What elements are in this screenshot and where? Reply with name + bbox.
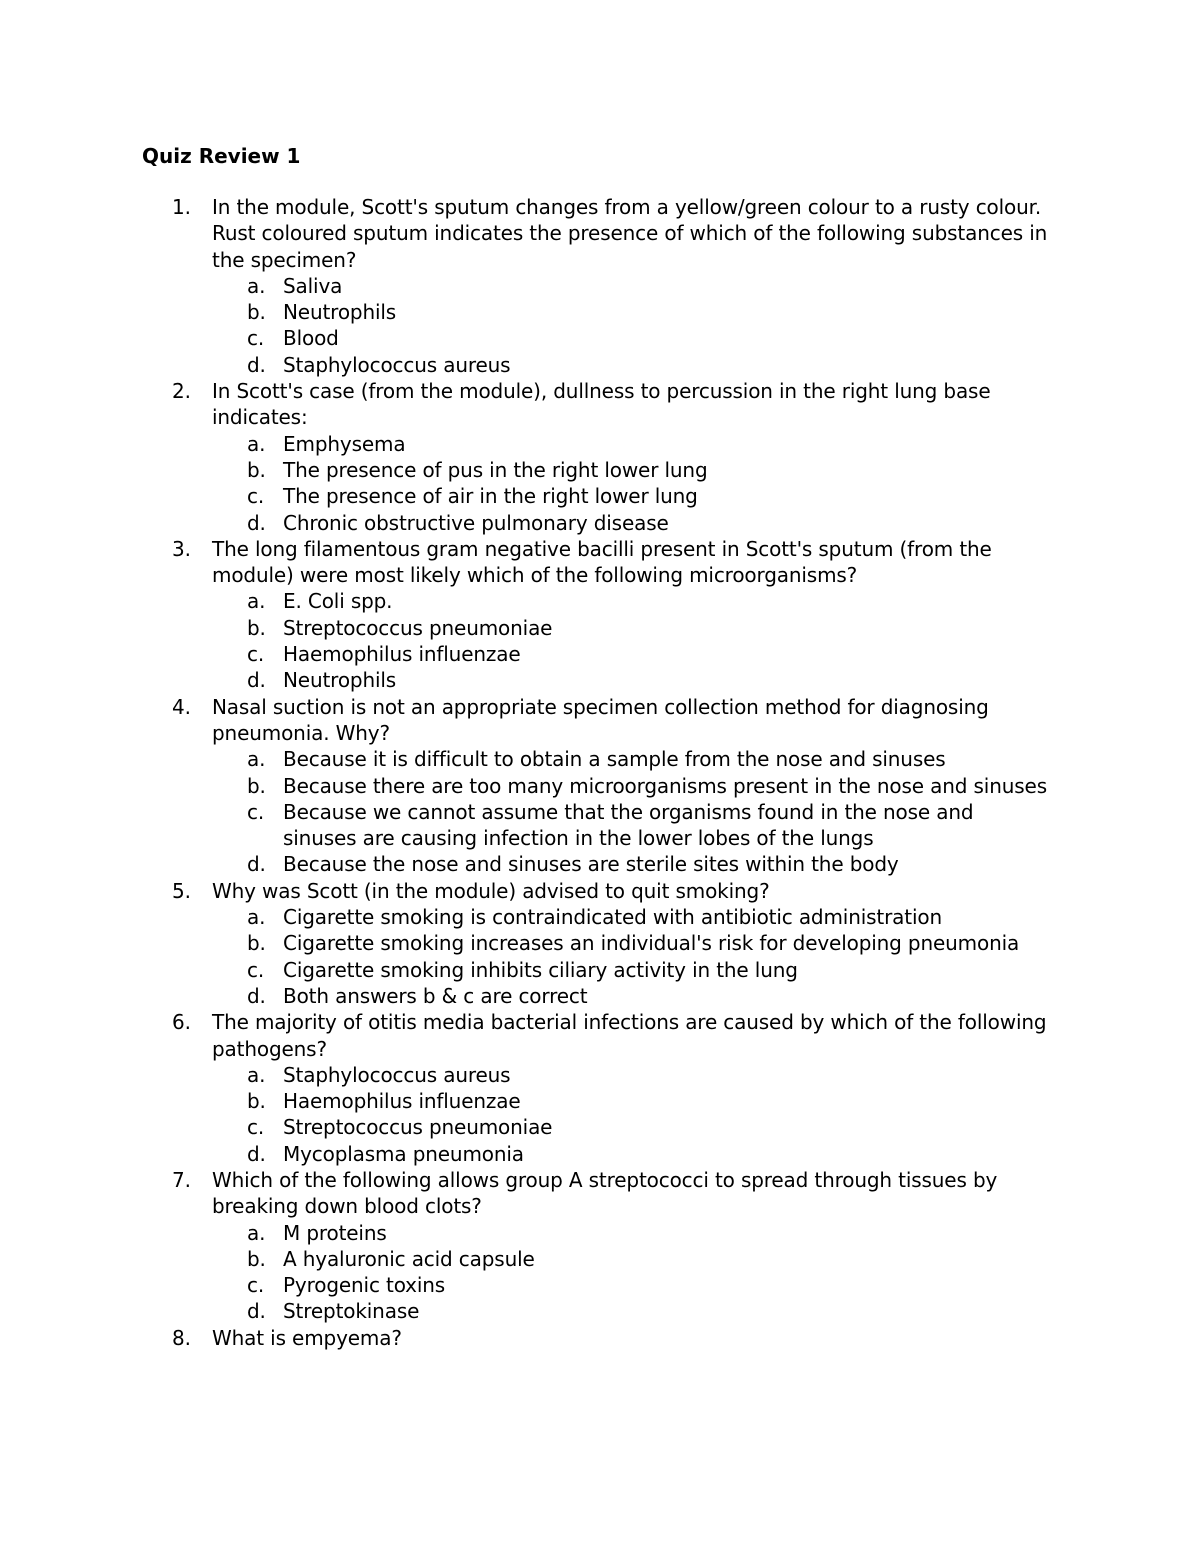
- option-text: Both answers b & c are correct: [283, 983, 588, 1008]
- option-text: Because there are too many microorganisms present in the nose and sinuses: [283, 773, 1047, 798]
- question-list: [0, 194, 1200, 1351]
- option-text: Saliva: [283, 273, 343, 298]
- option-letter: a.: [247, 431, 266, 456]
- question-number: 6.: [172, 1010, 191, 1035]
- question-number: 4.: [172, 694, 191, 719]
- option-letter: c.: [247, 1115, 265, 1140]
- answer-option: [247, 1246, 1053, 1272]
- option-letter: b.: [247, 1089, 266, 1114]
- answer-options: [212, 431, 1062, 536]
- option-text: Staphylococcus aureus: [283, 352, 511, 377]
- question-item: [0, 1009, 1062, 1167]
- answer-option: [247, 588, 1053, 614]
- answer-options: [212, 588, 1062, 693]
- answer-option: [247, 510, 1053, 536]
- option-letter: a.: [247, 905, 266, 930]
- option-letter: c.: [247, 957, 265, 982]
- question-text: Nasal suction is not an appropriate specimen collection method for diagnosing pneumonia. Why?: [212, 694, 989, 745]
- option-text: Haemophilus influenzae: [283, 642, 521, 667]
- option-text: Because the nose and sinuses are sterile sites within the body: [283, 852, 899, 877]
- option-letter: d.: [247, 852, 266, 877]
- option-text: Streptococcus pneumoniae: [283, 1115, 553, 1140]
- answer-option: [247, 615, 1053, 641]
- question-item: [0, 194, 1062, 378]
- option-letter: d.: [247, 983, 266, 1008]
- option-text: Neutrophils: [283, 300, 397, 325]
- option-text: Blood: [283, 326, 339, 351]
- answer-option: [247, 1272, 1053, 1298]
- question-number: 5.: [172, 878, 191, 903]
- option-text: Streptococcus pneumoniae: [283, 615, 553, 640]
- option-letter: b.: [247, 931, 266, 956]
- option-text: The presence of air in the right lower lung: [283, 484, 698, 509]
- answer-option: [247, 1220, 1053, 1246]
- answer-option: [247, 930, 1053, 956]
- option-letter: b.: [247, 615, 266, 640]
- answer-option: [247, 273, 1053, 299]
- option-text: M proteins: [283, 1220, 387, 1245]
- document-title: Quiz Review 1: [142, 144, 301, 168]
- question-number: 3.: [172, 536, 191, 561]
- question-number: 8.: [172, 1325, 191, 1350]
- option-letter: c.: [247, 484, 265, 509]
- option-text: Haemophilus influenzae: [283, 1089, 521, 1114]
- option-letter: c.: [247, 642, 265, 667]
- answer-option: [247, 325, 1053, 351]
- option-letter: d.: [247, 1299, 266, 1324]
- option-text: Cigarette smoking increases an individual's risk for developing pneumonia: [283, 931, 1020, 956]
- question-text: The long filamentous gram negative bacilli present in Scott's sputum (from the module) were most likely which of the following microorganisms?: [212, 536, 992, 588]
- option-text: Staphylococcus aureus: [283, 1062, 511, 1087]
- option-text: Cigarette smoking is contraindicated with antibiotic administration: [283, 905, 942, 930]
- option-letter: a.: [247, 273, 266, 298]
- question-item: [0, 1325, 1062, 1351]
- answer-option: [247, 299, 1053, 325]
- option-letter: a.: [247, 1220, 266, 1245]
- answer-option: [247, 773, 1053, 799]
- option-letter: c.: [247, 799, 265, 824]
- question-item: [0, 878, 1062, 1009]
- question-number: 2.: [172, 379, 191, 404]
- answer-option: [247, 851, 1053, 877]
- question-number: 7.: [172, 1167, 191, 1192]
- option-text: Chronic obstructive pulmonary disease: [283, 510, 669, 535]
- answer-option: [247, 983, 1053, 1009]
- option-letter: a.: [247, 1062, 266, 1087]
- option-text: A hyaluronic acid capsule: [283, 1246, 535, 1271]
- option-text: Because we cannot assume that the organisms found in the nose and sinuses are causing infection in the lower lobes of the lungs: [283, 799, 974, 851]
- question-item: [0, 1167, 1062, 1325]
- question-text: In Scott's case (from the module), dullness to percussion in the right lung base indicates:: [212, 379, 991, 430]
- option-text: Cigarette smoking inhibits ciliary activity in the lung: [283, 957, 798, 982]
- answer-option: [247, 641, 1053, 667]
- question-item: [0, 694, 1062, 878]
- option-letter: d.: [247, 352, 266, 377]
- question-text: In the module, Scott's sputum changes from a yellow/green colour to a rusty colour. Rust coloured sputum indicates the presence of which of the following substances in the specimen?: [212, 195, 1048, 272]
- option-letter: d.: [247, 510, 266, 535]
- option-text: Streptokinase: [283, 1299, 420, 1324]
- option-letter: b.: [247, 773, 266, 798]
- option-letter: d.: [247, 1141, 266, 1166]
- answer-options: [212, 904, 1062, 1009]
- question-text: Which of the following allows group A streptococci to spread through tissues by breaking down blood clots?: [212, 1167, 998, 1219]
- option-text: Mycoplasma pneumonia: [283, 1141, 524, 1166]
- question-text: The majority of otitis media bacterial infections are caused by which of the following pathogens?: [212, 1010, 1047, 1061]
- option-text: E. Coli spp.: [283, 589, 393, 614]
- answer-option: [247, 904, 1053, 930]
- answer-option: [247, 1141, 1053, 1167]
- option-letter: c.: [247, 1273, 265, 1298]
- answer-options: [212, 273, 1062, 378]
- answer-option: [247, 483, 1053, 509]
- option-letter: c.: [247, 326, 265, 351]
- answer-option: [247, 957, 1053, 983]
- answer-options: [212, 1220, 1062, 1325]
- option-text: The presence of pus in the right lower lung: [283, 457, 708, 482]
- answer-option: [247, 1298, 1053, 1324]
- option-text: Pyrogenic toxins: [283, 1273, 446, 1298]
- answer-options: [212, 1062, 1062, 1167]
- answer-options: [212, 746, 1062, 877]
- option-letter: b.: [247, 1246, 266, 1271]
- option-text: Because it is difficult to obtain a sample from the nose and sinuses: [283, 747, 946, 772]
- answer-option: [247, 667, 1053, 693]
- option-letter: b.: [247, 300, 266, 325]
- option-letter: d.: [247, 668, 266, 693]
- option-text: Neutrophils: [283, 668, 397, 693]
- option-text: Emphysema: [283, 431, 406, 456]
- question-text: Why was Scott (in the module) advised to quit smoking?: [212, 878, 770, 903]
- option-letter: a.: [247, 589, 266, 614]
- answer-option: [247, 1062, 1053, 1088]
- question-text: What is empyema?: [212, 1325, 402, 1350]
- answer-option: [247, 746, 1053, 772]
- option-letter: a.: [247, 747, 266, 772]
- answer-option: [247, 352, 1053, 378]
- answer-option: [247, 1114, 1053, 1140]
- option-letter: b.: [247, 457, 266, 482]
- answer-option: [247, 1088, 1053, 1114]
- question-number: 1.: [172, 195, 191, 219]
- answer-option: [247, 799, 1053, 852]
- question-item: [0, 536, 1062, 694]
- answer-option: [247, 431, 1053, 457]
- question-item: [0, 378, 1062, 536]
- answer-option: [247, 457, 1053, 483]
